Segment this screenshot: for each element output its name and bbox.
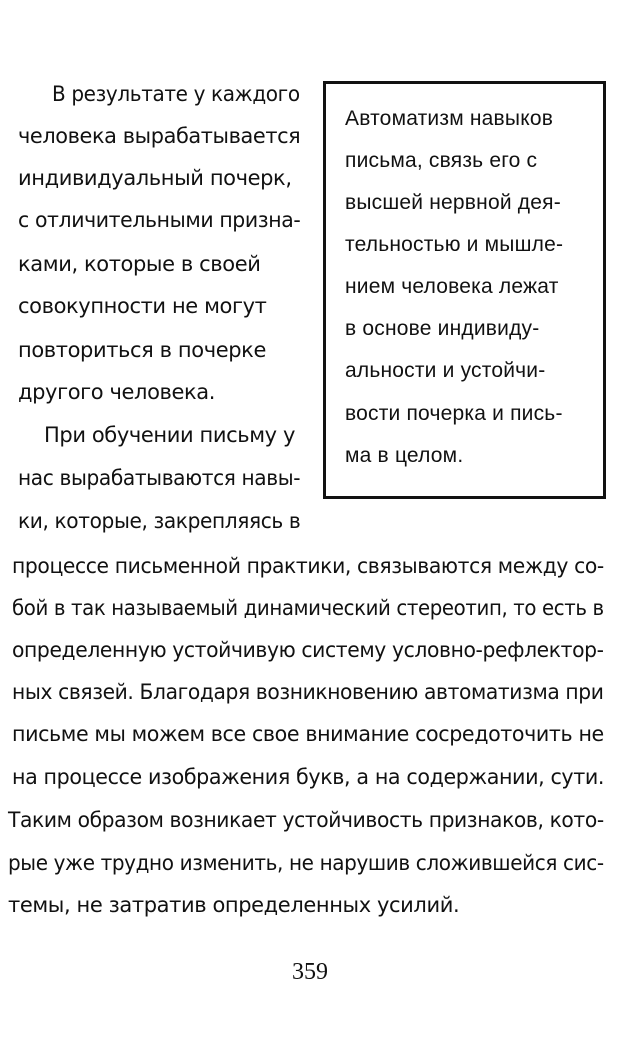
text-line: определенную устойчивую систему условно-рефлектор- — [12, 638, 604, 662]
text-line: письме мы можем все свое внимание сосредоточить не — [12, 722, 604, 746]
box-text-line: альности и устойчи- — [345, 359, 546, 382]
box-text-line: нием человека лежат — [345, 275, 559, 298]
text-line: ных связей. Благодаря возникновению автоматизма при — [12, 680, 604, 704]
text-line: индивидуальный почерк, — [18, 166, 292, 190]
box-text-line: письма, связь его с — [345, 149, 538, 172]
text-line: нас вырабатываются навы- — [18, 466, 301, 490]
text-line: темы, не затратив определенных усилий. — [8, 893, 460, 917]
text-line: бой в так называемый динамический стереотип, то есть в — [12, 596, 604, 620]
text-line: совокупности не могут — [18, 294, 267, 318]
box-text-line: в основе индивиду- — [345, 317, 540, 340]
box-text-line: Автоматизм навыков — [345, 107, 554, 130]
text-line: человека вырабатывается — [18, 124, 301, 148]
text-line: с отличительными призна- — [18, 208, 301, 232]
text-line: В результате у каждого — [52, 82, 300, 106]
text-line: на процессе изображения букв, а на содержании, сути. — [12, 765, 605, 789]
text-line: При обучении письму у — [44, 423, 295, 447]
text-line: ками, которые в своей — [18, 252, 261, 276]
text-line: Таким образом возникает устойчивость признаков, кото- — [8, 808, 604, 832]
text-line: другого человека. — [18, 380, 216, 404]
text-line: ки, которые, закрепляясь в — [18, 509, 301, 533]
box-text-line: ма в целом. — [345, 444, 464, 467]
page-number: 359 — [292, 959, 328, 985]
box-text-line: тельностью и мышле- — [345, 233, 564, 256]
text-line: рые уже трудно изменить, не нарушив сложившейся сис- — [8, 851, 604, 875]
text-line: повториться в почерке — [18, 338, 266, 362]
text-line: процессе письменной практики, связываются между со- — [12, 554, 604, 578]
box-text-line: вости почерка и пись- — [345, 402, 563, 425]
box-text-line: высшей нервной дея- — [345, 191, 561, 214]
